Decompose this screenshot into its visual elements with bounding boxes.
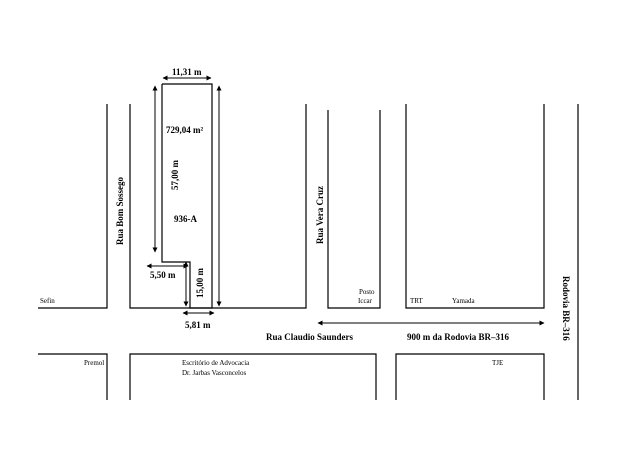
landmark-tje: TJE	[492, 359, 504, 367]
lot-width-top-label: 11,31 m	[172, 67, 202, 77]
lot-depth-label: 57,00 m	[170, 160, 180, 190]
landmark-posto-line1: Posto	[359, 288, 375, 296]
lot-area-label: 729,04 m²	[166, 125, 204, 135]
block-left-upper	[38, 104, 107, 308]
street-vera-cruz: Rua Vera Cruz	[315, 186, 325, 244]
landmark-escritorio-line2: Dr. Jarbas Vasconcelos	[182, 369, 247, 377]
lot-step-width-label: 5,50 m	[150, 270, 176, 280]
landmark-posto-line2: Iccar	[358, 297, 372, 305]
lot-front-width-label: 5,81 m	[185, 320, 211, 330]
block-trt-upper	[406, 104, 544, 308]
landmark-premol: Premol	[84, 359, 105, 367]
street-claudio-saunders: Rua Claudio Saunders	[266, 332, 354, 342]
lot-step-depth-label: 15,00 m	[195, 268, 205, 298]
landmark-escritorio-line1: Escritório de Advocacia	[182, 359, 250, 367]
block-tje-lower	[396, 354, 544, 400]
lot-number-label: 936-A	[174, 214, 197, 224]
landmark-yamada: Yamada	[452, 297, 475, 305]
street-bom-sossego: Rua Bom Sossego	[115, 176, 125, 245]
landmark-trt: TRT	[410, 297, 423, 305]
distance-label: 900 m da Rodovia BR–316	[407, 332, 510, 342]
block-escritorio-lower	[130, 354, 376, 400]
block-posto-upper	[328, 110, 380, 308]
landmark-sefin: Sefin	[40, 297, 55, 305]
street-rodovia: Rodovia BR–316	[561, 276, 571, 341]
